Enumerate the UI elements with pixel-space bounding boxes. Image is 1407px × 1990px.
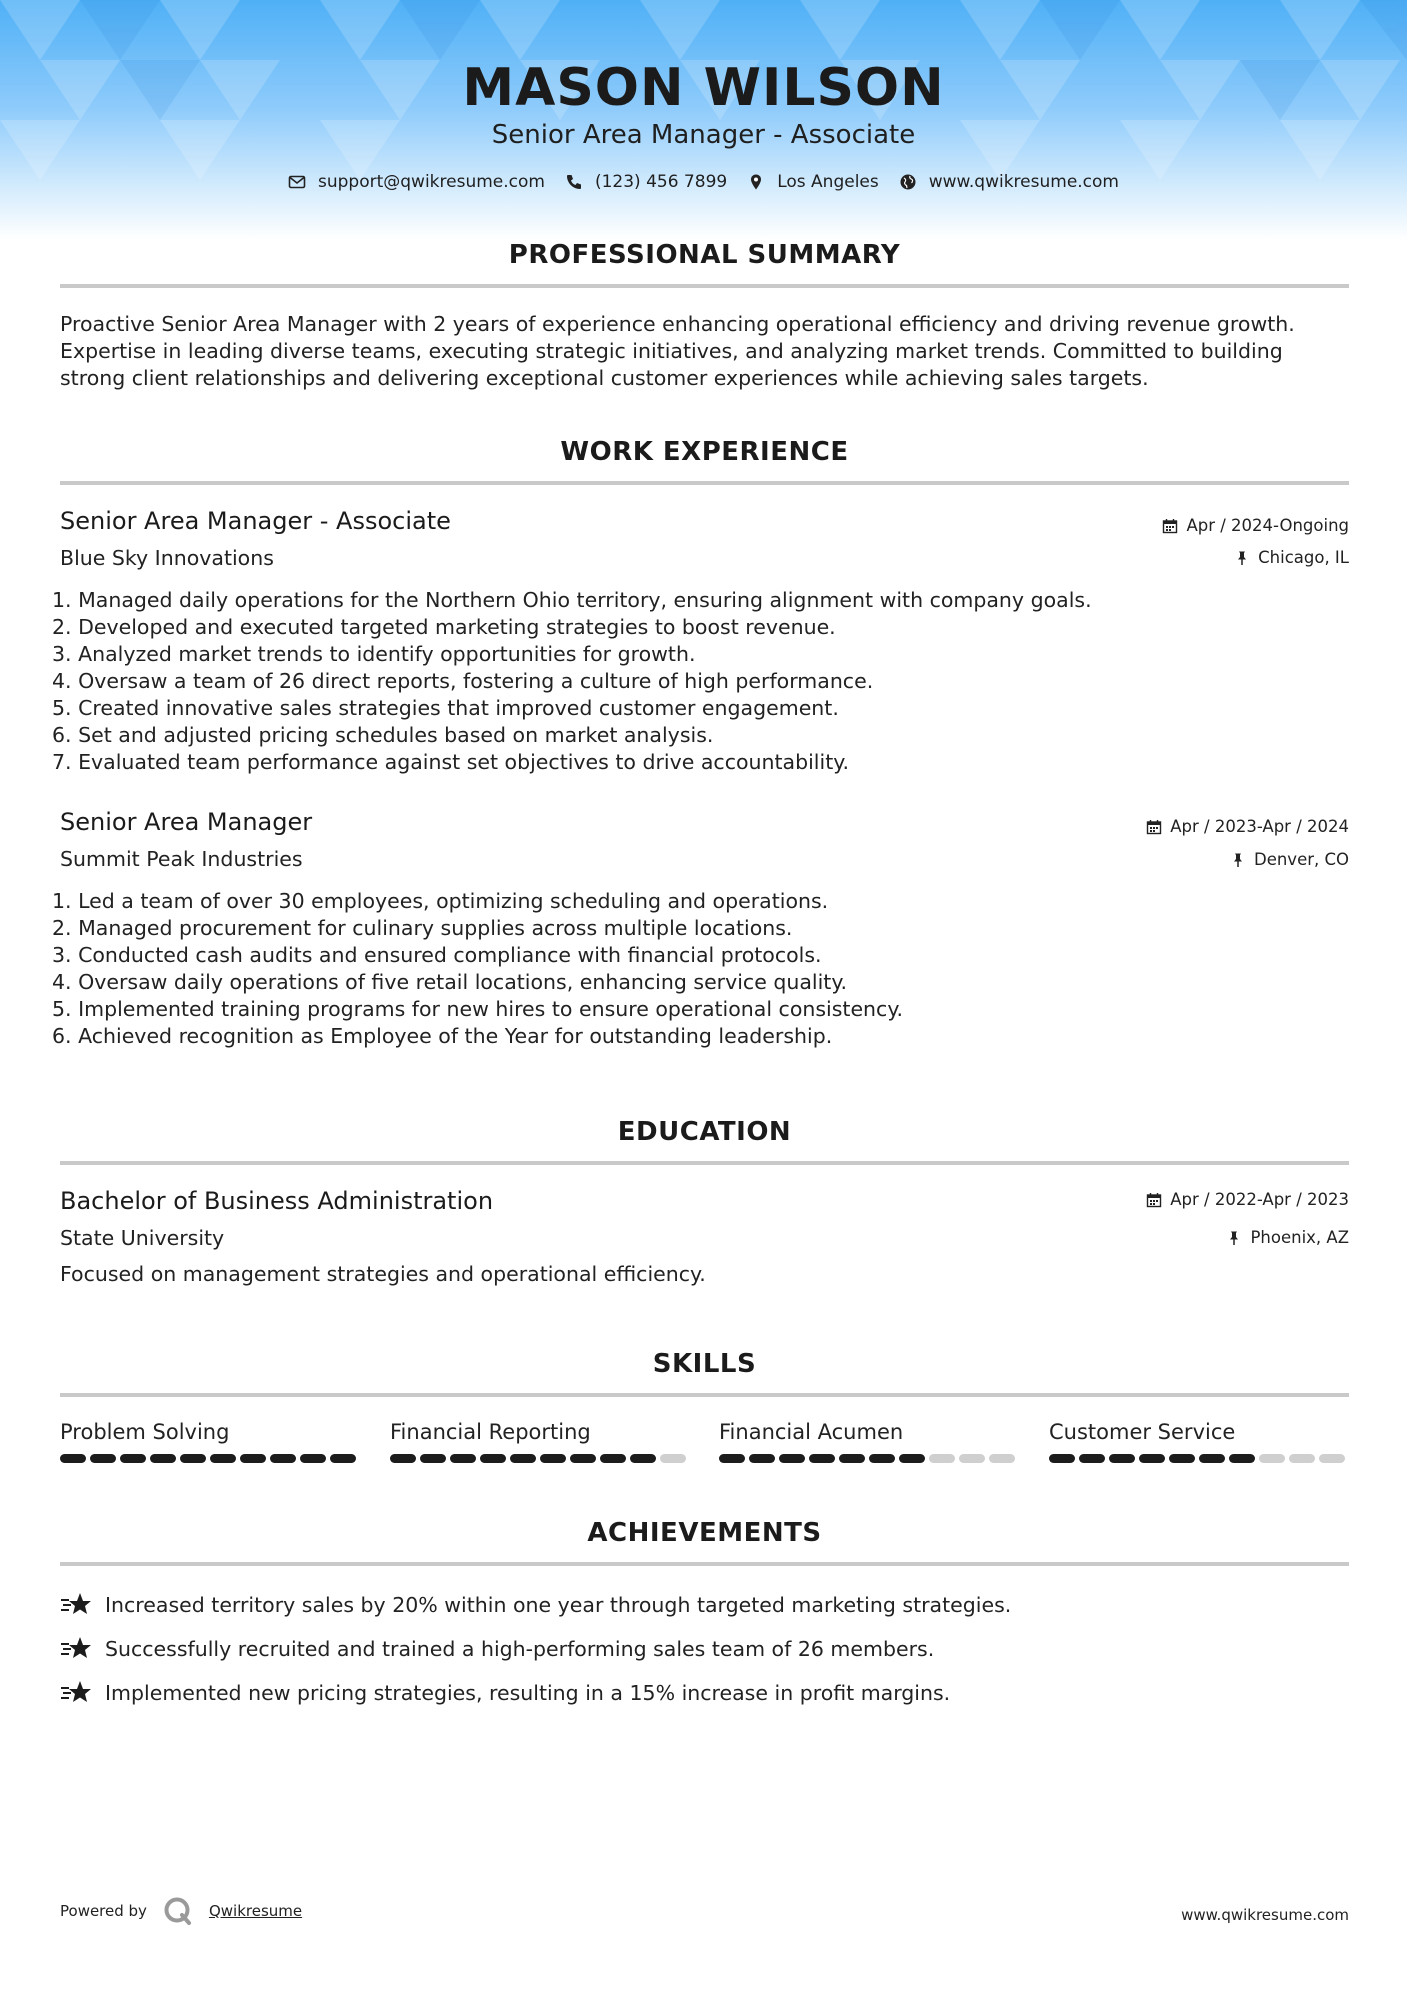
rating-dot-filled bbox=[540, 1454, 566, 1463]
rating-dot-filled bbox=[390, 1454, 416, 1463]
rating-dot-filled bbox=[600, 1454, 626, 1463]
job-1-location-text: Chicago, IL bbox=[1258, 548, 1349, 567]
footer-website[interactable]: www.qwikresume.com bbox=[1181, 1906, 1349, 1924]
contact-email[interactable] bbox=[288, 172, 545, 192]
star-icon bbox=[60, 1590, 92, 1620]
job-2-company: Summit Peak Industries bbox=[60, 847, 303, 871]
rating-dot-filled bbox=[450, 1454, 476, 1463]
skills-section-title: SKILLS bbox=[652, 1349, 757, 1379]
rating-dot-filled bbox=[180, 1454, 206, 1463]
contact-phone[interactable] bbox=[565, 172, 727, 192]
rating-dot-filled bbox=[1109, 1454, 1135, 1463]
rating-dot-filled bbox=[510, 1454, 536, 1463]
skill-rating bbox=[390, 1454, 690, 1463]
list-item: 4. Oversaw a team of 26 direct reports, fostering a culture of high performance. bbox=[52, 669, 874, 693]
globe-icon bbox=[899, 173, 917, 191]
skill-name: Financial Reporting bbox=[390, 1420, 591, 1444]
contact-website-text: www.qwikresume.com bbox=[928, 172, 1119, 192]
education-description: Focused on management strategies and operational efficiency. bbox=[60, 1262, 706, 1286]
achievements-divider bbox=[60, 1562, 1349, 1566]
summary-section-title: PROFESSIONAL SUMMARY bbox=[508, 240, 901, 270]
rating-dot-empty bbox=[929, 1454, 955, 1463]
job-1-dates bbox=[1162, 516, 1349, 535]
rating-dot-filled bbox=[839, 1454, 865, 1463]
skill-rating bbox=[60, 1454, 360, 1463]
rating-dot-filled bbox=[1199, 1454, 1225, 1463]
contact-email-text: support@qwikresume.com bbox=[318, 172, 545, 192]
rating-dot-filled bbox=[1169, 1454, 1195, 1463]
contact-bar bbox=[0, 172, 1407, 192]
education-dates bbox=[1146, 1190, 1349, 1209]
phone-icon bbox=[565, 173, 583, 191]
education-divider bbox=[60, 1161, 1349, 1165]
achievement-text: Increased territory sales by 20% within one year through targeted marketing strategies. bbox=[105, 1593, 1012, 1617]
list-item: 2. Developed and executed targeted marketing strategies to boost revenue. bbox=[52, 615, 836, 639]
rating-dot-empty bbox=[959, 1454, 985, 1463]
education-degree: Bachelor of Business Administration bbox=[60, 1187, 494, 1215]
contact-location-text: Los Angeles bbox=[777, 172, 879, 192]
job-2-responsibilities bbox=[52, 888, 1342, 1050]
calendar-icon bbox=[1146, 819, 1162, 835]
summary-text: Proactive Senior Area Manager with 2 years of experience enhancing operational efficiency and driving revenue growth. Expertise in leading diverse teams, executing strategic initiatives, and analyzing market trends. Committed to building strong client relationships and delivering exceptional customer experiences while achieving sales targets. bbox=[60, 312, 1295, 390]
skill-customer-service bbox=[1049, 1420, 1349, 1463]
skill-name: Customer Service bbox=[1049, 1420, 1236, 1444]
rating-dot-filled bbox=[719, 1454, 745, 1463]
envelope-icon bbox=[288, 173, 306, 191]
achievement-item bbox=[60, 1634, 934, 1664]
candidate-name: MASON WILSON bbox=[462, 58, 945, 118]
list-item: 7. Evaluated team performance against set objectives to drive accountability. bbox=[52, 750, 849, 774]
rating-dot-filled bbox=[1049, 1454, 1075, 1463]
achievement-item bbox=[60, 1678, 950, 1708]
rating-dot-filled bbox=[270, 1454, 296, 1463]
achievement-text: Implemented new pricing strategies, resulting in a 15% increase in profit margins. bbox=[105, 1681, 951, 1705]
rating-dot-filled bbox=[809, 1454, 835, 1463]
skill-financial-reporting bbox=[390, 1420, 690, 1463]
rating-dot-filled bbox=[1139, 1454, 1165, 1463]
candidate-role: Senior Area Manager - Associate bbox=[491, 120, 916, 150]
rating-dot-filled bbox=[330, 1454, 356, 1463]
contact-phone-text: (123) 456 7899 bbox=[594, 172, 728, 192]
powered-by-label: Powered by bbox=[60, 1902, 147, 1920]
skill-financial-acumen bbox=[719, 1420, 1019, 1463]
education-section-title: EDUCATION bbox=[617, 1117, 792, 1147]
contact-website[interactable] bbox=[899, 172, 1119, 192]
job-2-location bbox=[1230, 850, 1349, 869]
map-pin-icon bbox=[747, 173, 765, 191]
skill-name: Financial Acumen bbox=[719, 1420, 904, 1444]
education-location bbox=[1226, 1228, 1349, 1247]
contact-location bbox=[747, 172, 879, 192]
rating-dot-filled bbox=[210, 1454, 236, 1463]
skill-rating bbox=[1049, 1454, 1349, 1463]
rating-dot-filled bbox=[779, 1454, 805, 1463]
rating-dot-filled bbox=[1229, 1454, 1255, 1463]
job-1-title: Senior Area Manager - Associate bbox=[60, 507, 451, 535]
list-item: 2. Managed procurement for culinary supplies across multiple locations. bbox=[52, 916, 793, 940]
experience-section-title: WORK EXPERIENCE bbox=[560, 437, 849, 467]
list-item: 1. Led a team of over 30 employees, optimizing scheduling and operations. bbox=[52, 889, 829, 913]
rating-dot-filled bbox=[60, 1454, 86, 1463]
list-item: 6. Achieved recognition as Employee of the Year for outstanding leadership. bbox=[52, 1024, 833, 1048]
list-item: 5. Implemented training programs for new hires to ensure operational consistency. bbox=[52, 997, 904, 1021]
rating-dot-filled bbox=[480, 1454, 506, 1463]
list-item: 6. Set and adjusted pricing schedules based on market analysis. bbox=[52, 723, 714, 747]
job-2-dates bbox=[1146, 817, 1349, 836]
pushpin-icon bbox=[1226, 1230, 1242, 1246]
education-location-text: Phoenix, AZ bbox=[1250, 1228, 1349, 1247]
skill-problem-solving bbox=[60, 1420, 360, 1463]
job-1-dates-text: Apr / 2024-Ongoing bbox=[1186, 516, 1349, 535]
rating-dot-filled bbox=[749, 1454, 775, 1463]
qwikresume-logo-icon bbox=[163, 1896, 193, 1926]
rating-dot-empty bbox=[1319, 1454, 1345, 1463]
star-icon bbox=[60, 1678, 92, 1708]
list-item: 1. Managed daily operations for the Northern Ohio territory, ensuring alignment with company goals. bbox=[52, 588, 1092, 612]
skill-name: Problem Solving bbox=[60, 1420, 230, 1444]
rating-dot-empty bbox=[989, 1454, 1015, 1463]
list-item: 5. Created innovative sales strategies that improved customer engagement. bbox=[52, 696, 839, 720]
job-1-location bbox=[1234, 548, 1349, 567]
list-item: 3. Analyzed market trends to identify opportunities for growth. bbox=[52, 642, 696, 666]
rating-dot-filled bbox=[90, 1454, 116, 1463]
calendar-icon bbox=[1146, 1192, 1162, 1208]
rating-dot-filled bbox=[240, 1454, 266, 1463]
achievement-item bbox=[60, 1590, 1011, 1620]
education-school: State University bbox=[60, 1226, 225, 1250]
rating-dot-filled bbox=[1079, 1454, 1105, 1463]
experience-divider bbox=[60, 481, 1349, 485]
rating-dot-empty bbox=[1259, 1454, 1285, 1463]
rating-dot-filled bbox=[120, 1454, 146, 1463]
education-dates-text: Apr / 2022-Apr / 2023 bbox=[1170, 1190, 1349, 1209]
rating-dot-filled bbox=[899, 1454, 925, 1463]
rating-dot-filled bbox=[150, 1454, 176, 1463]
rating-dot-filled bbox=[570, 1454, 596, 1463]
pushpin-icon bbox=[1230, 852, 1246, 868]
rating-dot-empty bbox=[660, 1454, 686, 1463]
job-2-location-text: Denver, CO bbox=[1253, 850, 1349, 869]
pushpin-icon bbox=[1234, 550, 1250, 566]
job-1-responsibilities bbox=[52, 587, 1342, 776]
list-item: 3. Conducted cash audits and ensured compliance with financial protocols. bbox=[52, 943, 822, 967]
qwikresume-link[interactable]: Qwikresume bbox=[208, 1902, 303, 1920]
rating-dot-filled bbox=[630, 1454, 656, 1463]
rating-dot-filled bbox=[300, 1454, 326, 1463]
job-2-title: Senior Area Manager bbox=[60, 808, 313, 836]
rating-dot-empty bbox=[1289, 1454, 1315, 1463]
job-1-company: Blue Sky Innovations bbox=[60, 546, 274, 570]
list-item: 4. Oversaw daily operations of five retail locations, enhancing service quality. bbox=[52, 970, 848, 994]
skill-rating bbox=[719, 1454, 1019, 1463]
achievement-text: Successfully recruited and trained a high-performing sales team of 26 members. bbox=[105, 1637, 935, 1661]
job-2-dates-text: Apr / 2023-Apr / 2024 bbox=[1170, 817, 1349, 836]
calendar-icon bbox=[1162, 518, 1178, 534]
summary-divider bbox=[60, 284, 1349, 288]
skills-grid bbox=[60, 1420, 1349, 1490]
footer-powered-by bbox=[60, 1896, 302, 1926]
rating-dot-filled bbox=[420, 1454, 446, 1463]
achievements-section-title: ACHIEVEMENTS bbox=[587, 1518, 822, 1548]
star-icon bbox=[60, 1634, 92, 1664]
skills-divider bbox=[60, 1393, 1349, 1397]
rating-dot-filled bbox=[869, 1454, 895, 1463]
